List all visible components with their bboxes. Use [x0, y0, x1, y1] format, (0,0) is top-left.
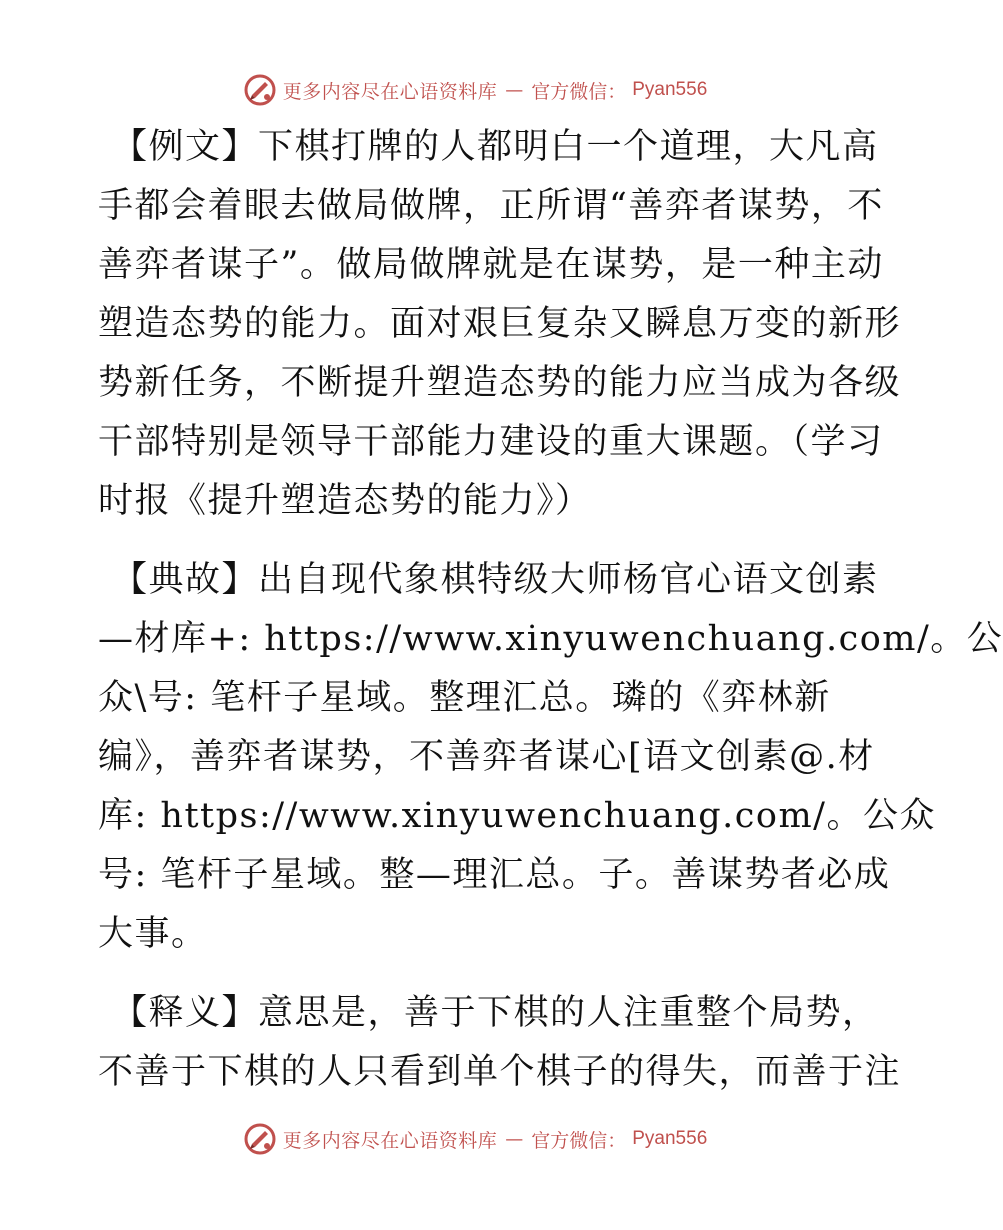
text-line: 众\号: 笔杆子星域。整理汇总。璘的《弈林新 [98, 678, 831, 718]
banner-separator: — [505, 79, 524, 101]
wechat-label: 官方微信： [531, 1129, 627, 1152]
text-line: 【释义】意思是，善于下棋的人注重整个局势， [112, 993, 879, 1033]
document-body [98, 118, 1003, 1122]
text-line: —材库+: https://www.xinyuwenchuang.com/。公 [98, 619, 1003, 659]
text-line: 【典故】出自现代象棋特级大师杨官心语文创素 [112, 560, 879, 600]
text-line: 势新任务，不断提升塑造态势的能力应当成为各级 [98, 363, 902, 403]
text-line: 时报《提升塑造态势的能力》） [98, 481, 592, 521]
logo-icon [243, 73, 277, 107]
footer-banner [0, 1119, 950, 1159]
text-line: 干部特别是领导干部能力建设的重大课题。（学习 [98, 422, 884, 462]
text-line: 大事。 [98, 914, 208, 954]
promo-text: 更多内容尽在心语资料库 [282, 80, 498, 103]
wechat-id: Pyan556 [632, 79, 708, 100]
text-line: 不善于下棋的人只看到单个棋子的得失，而善于注 [98, 1052, 902, 1092]
paragraph-example [98, 118, 902, 531]
paragraph-meaning [98, 984, 902, 1102]
text-line: 号: 笔杆子星域。整—理汇总。子。善谋势者必成 [98, 855, 891, 895]
text-line: 编》，善弈者谋势，不善弈者谋心[语文创素@.材 [98, 737, 875, 777]
paragraph-allusion [98, 551, 1003, 964]
banner-separator: — [505, 1128, 524, 1150]
wechat-id: Pyan556 [632, 1128, 708, 1149]
text-line: 塑造态势的能力。面对艰巨复杂又瞬息万变的新形 [98, 304, 902, 344]
header-banner [0, 70, 950, 110]
text-line: 手都会着眼去做局做牌，正所谓“善弈者谋势，不 [98, 186, 884, 226]
logo-icon [243, 1122, 277, 1156]
text-line: 库: https://www.xinyuwenchuang.com/。公众 [98, 796, 936, 836]
text-line: 善弈者谋子”。做局做牌就是在谋势，是一种主动 [98, 245, 884, 285]
text-line: 【例文】下棋打牌的人都明白一个道理，大凡高 [112, 127, 879, 167]
promo-text: 更多内容尽在心语资料库 [282, 1129, 498, 1152]
wechat-label: 官方微信： [531, 80, 627, 103]
